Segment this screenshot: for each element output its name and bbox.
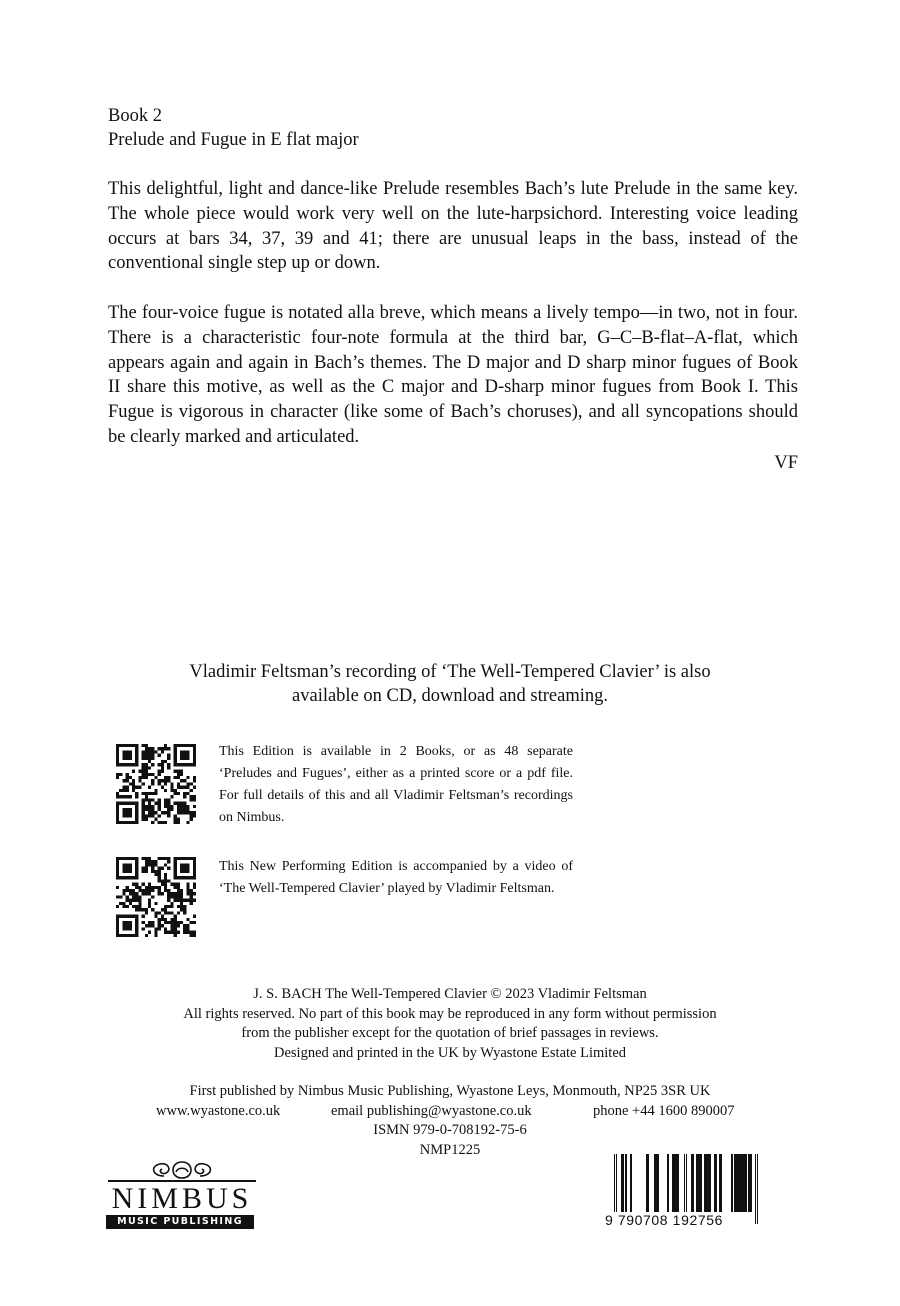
logo-wordmark: NIMBUS	[111, 1182, 253, 1215]
email-link[interactable]: email publishing@wyastone.co.uk	[331, 1102, 532, 1119]
qr-code-icon[interactable]	[116, 744, 196, 824]
piece-title: Prelude and Fugue in E flat major	[108, 130, 359, 150]
publisher-address: First published by Nimbus Music Publishing, Wyastone Leys, Monmouth, NP25 3SR UK	[189, 1083, 711, 1099]
recording-note-line: Vladimir Feltsman’s recording of ‘The Well-Tempered Clavier’ is also	[189, 662, 711, 682]
phone-number: phone +44 1600 890007	[593, 1102, 735, 1119]
heading	[108, 104, 359, 152]
book-label: Book 2	[108, 106, 162, 126]
logo-tagline: MUSIC PUBLISHING	[106, 1215, 254, 1229]
recording-note	[0, 660, 900, 708]
copyright-notice	[0, 985, 900, 1063]
copyright-line: All rights reserved. No part of this book may be reproduced in any form without permission	[183, 1005, 717, 1022]
qr-description: This Edition is available in 2 Books, or as 48 separate ‘Preludes and Fugues’, either as a printed score or a pdf file. For full details of this and all Vladimir Feltsman’s recordings on Nimbus.	[219, 744, 573, 825]
recording-note-line: available on CD, download and streaming.	[292, 686, 608, 706]
contact-line	[0, 1102, 900, 1122]
website-link[interactable]: www.wyastone.co.uk	[156, 1102, 281, 1119]
prelude-paragraph: This delightful, light and dance-like Prelude resembles Bach’s lute Prelude in the same key. The whole piece would work very well on the lute-harpsichord. Interesting voice leading occurs at bars 34, 37, 39 and 41; there are unusual leaps in the bass, instead of the conventional single step up or down.	[108, 179, 798, 274]
author-initials: VF	[774, 453, 798, 473]
catalogue-number: NMP1225	[419, 1141, 481, 1158]
qr-description: This New Performing Edition is accompanied by a video of ‘The Well-Tempered Clavier’ played by Vladimir Feltsman.	[219, 859, 573, 896]
qr-code-icon[interactable]	[116, 857, 196, 937]
copyright-line: Designed and printed in the UK by Wyastone Estate Limited	[273, 1044, 626, 1061]
barcode-digits: 9 790708 192756	[605, 1212, 723, 1228]
copyright-line: from the publisher except for the quotation of brief passages in reviews.	[241, 1025, 659, 1042]
nimbus-logo	[106, 1158, 258, 1230]
fugue-paragraph: The four-voice fugue is notated alla breve, which means a lively tempo—in two, not in four. There is a characteristic four-note formula at the third bar, G–C–B-flat–A-flat, which appears again and again in Bach’s themes. The D major and D sharp minor fugues of Book II share this motive, as well as the C major and D-sharp minor fugues from Book I. This Fugue is vigorous in character (like some of Bach’s choruses), and all syncopations should be clearly marked and articulated.	[108, 303, 798, 447]
copyright-line: J. S. BACH The Well-Tempered Clavier © 2023 Vladimir Feltsman	[253, 986, 647, 1002]
publisher-info	[0, 1082, 900, 1160]
ismn-number: ISMN 979-0-708192-75-6	[373, 1122, 527, 1139]
barcode-number	[604, 1212, 766, 1228]
